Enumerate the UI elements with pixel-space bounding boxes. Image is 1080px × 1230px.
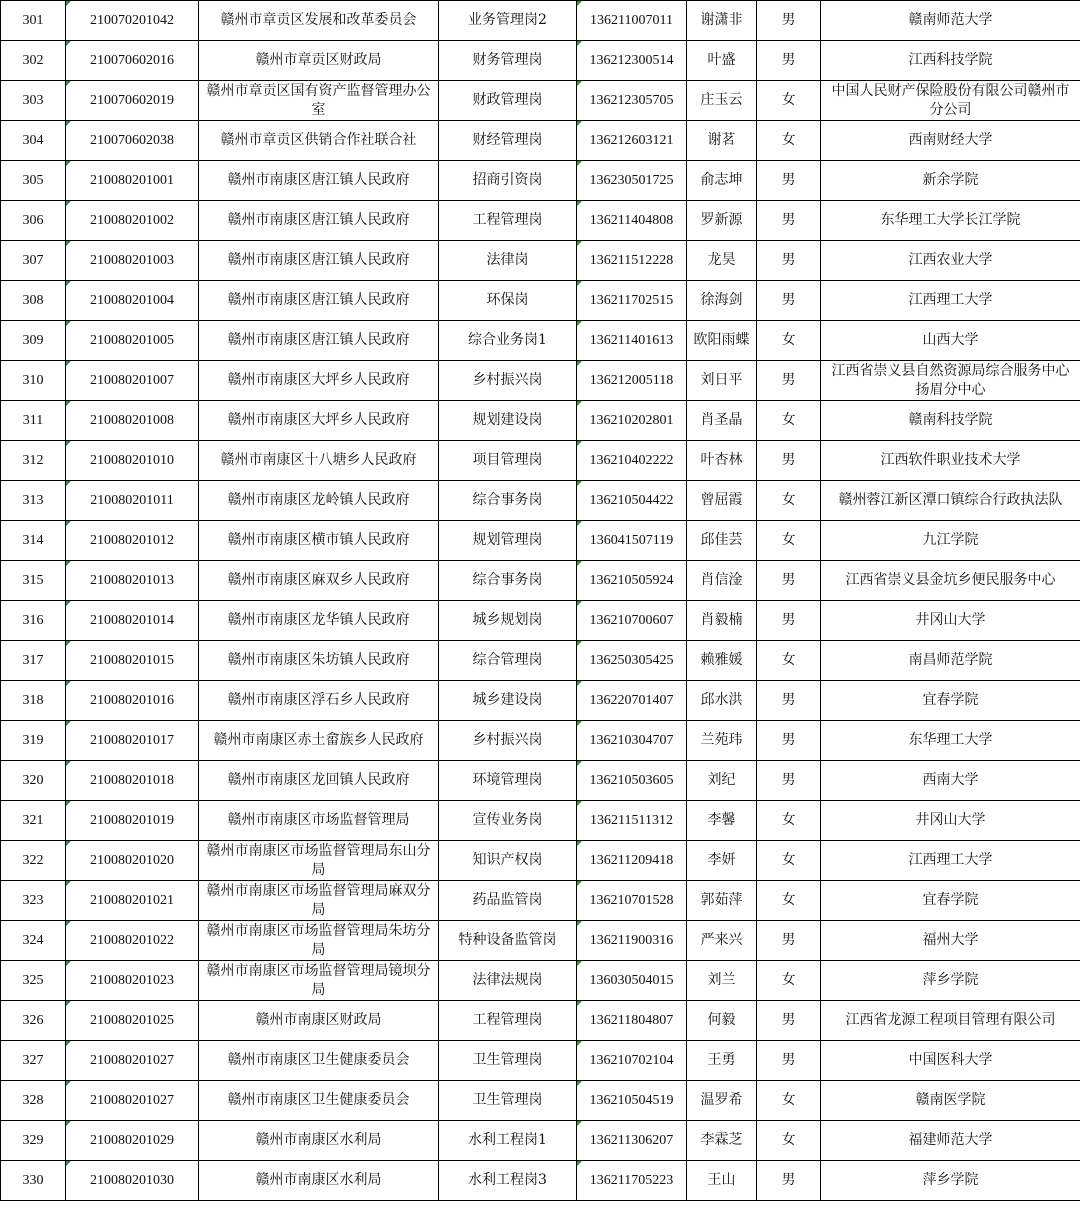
table-row (1, 681, 1080, 721)
cell-gender: 男 (757, 161, 821, 201)
cell-post-code: 210070201042 (66, 1, 199, 41)
table-row (1, 721, 1080, 761)
cell-name: 谢潇非 (687, 1, 757, 41)
cell-unit: 赣州市南康区大坪乡人民政府 (199, 361, 439, 401)
cell-seq: 304 (1, 121, 66, 161)
table-row (1, 761, 1080, 801)
cell-name: 李馨 (687, 801, 757, 841)
cell-position: 水利工程岗3 (439, 1161, 577, 1201)
cell-gender: 男 (757, 361, 821, 401)
cell-position: 乡村振兴岗 (439, 361, 577, 401)
cell-school: 萍乡学院 (821, 961, 1080, 1001)
cell-unit: 赣州市南康区市场监督管理局朱坊分局 (199, 921, 439, 961)
cell-position: 财政管理岗 (439, 81, 577, 121)
cell-gender: 女 (757, 321, 821, 361)
cell-exam-no: 136220701407 (577, 681, 687, 721)
cell-school: 西南大学 (821, 761, 1080, 801)
table-row (1, 921, 1080, 961)
cell-gender: 男 (757, 1041, 821, 1081)
cell-gender: 男 (757, 921, 821, 961)
cell-gender: 女 (757, 841, 821, 881)
cell-school: 江西农业大学 (821, 241, 1080, 281)
cell-unit: 赣州市南康区唐江镇人民政府 (199, 161, 439, 201)
table-row (1, 201, 1080, 241)
cell-school: 东华理工大学长江学院 (821, 201, 1080, 241)
table-row (1, 601, 1080, 641)
cell-exam-no: 136250305425 (577, 641, 687, 681)
cell-post-code: 210080201008 (66, 401, 199, 441)
cell-unit: 赣州市章贡区国有资产监督管理办公室 (199, 81, 439, 121)
table-row (1, 321, 1080, 361)
cell-school: 井冈山大学 (821, 801, 1080, 841)
cell-post-code: 210080201018 (66, 761, 199, 801)
cell-name: 曾屈霞 (687, 481, 757, 521)
cell-school: 江西省龙源工程项目管理有限公司 (821, 1001, 1080, 1041)
cell-gender: 女 (757, 881, 821, 921)
table-body (1, 1, 1080, 1201)
table-row (1, 1, 1080, 41)
table-row (1, 121, 1080, 161)
cell-seq: 321 (1, 801, 66, 841)
cell-seq: 317 (1, 641, 66, 681)
table-row (1, 1041, 1080, 1081)
cell-unit: 赣州市章贡区发展和改革委员会 (199, 1, 439, 41)
cell-school: 南昌师范学院 (821, 641, 1080, 681)
cell-gender: 男 (757, 1, 821, 41)
cell-seq: 315 (1, 561, 66, 601)
cell-seq: 324 (1, 921, 66, 961)
cell-position: 规划建设岗 (439, 401, 577, 441)
cell-unit: 赣州市章贡区供销合作社联合社 (199, 121, 439, 161)
cell-exam-no: 136211007011 (577, 1, 687, 41)
table-row (1, 801, 1080, 841)
cell-position: 工程管理岗 (439, 201, 577, 241)
cell-exam-no: 136211804807 (577, 1001, 687, 1041)
cell-exam-no: 136211404808 (577, 201, 687, 241)
cell-post-code: 210080201021 (66, 881, 199, 921)
cell-position: 环境管理岗 (439, 761, 577, 801)
cell-gender: 男 (757, 561, 821, 601)
cell-position: 乡村振兴岗 (439, 721, 577, 761)
cell-post-code: 210080201023 (66, 961, 199, 1001)
cell-exam-no: 136210504519 (577, 1081, 687, 1121)
table-row (1, 561, 1080, 601)
cell-gender: 女 (757, 1081, 821, 1121)
cell-seq: 320 (1, 761, 66, 801)
cell-gender: 女 (757, 961, 821, 1001)
cell-gender: 男 (757, 441, 821, 481)
cell-seq: 329 (1, 1121, 66, 1161)
cell-seq: 301 (1, 1, 66, 41)
cell-position: 城乡规划岗 (439, 601, 577, 641)
cell-post-code: 210080201014 (66, 601, 199, 641)
cell-exam-no: 136210701528 (577, 881, 687, 921)
cell-exam-no: 136210202801 (577, 401, 687, 441)
cell-name: 郭茹萍 (687, 881, 757, 921)
cell-seq: 313 (1, 481, 66, 521)
cell-gender: 女 (757, 401, 821, 441)
cell-exam-no: 136030504015 (577, 961, 687, 1001)
cell-unit: 赣州市南康区浮石乡人民政府 (199, 681, 439, 721)
cell-unit: 赣州市章贡区财政局 (199, 41, 439, 81)
cell-name: 俞志坤 (687, 161, 757, 201)
cell-exam-no: 136210402222 (577, 441, 687, 481)
cell-school: 井冈山大学 (821, 601, 1080, 641)
cell-post-code: 210070602019 (66, 81, 199, 121)
cell-name: 王山 (687, 1161, 757, 1201)
cell-position: 综合管理岗 (439, 641, 577, 681)
cell-school: 江西软件职业技术大学 (821, 441, 1080, 481)
cell-post-code: 210080201007 (66, 361, 199, 401)
cell-unit: 赣州市南康区大坪乡人民政府 (199, 401, 439, 441)
cell-seq: 330 (1, 1161, 66, 1201)
cell-exam-no: 136211702515 (577, 281, 687, 321)
cell-school: 东华理工大学 (821, 721, 1080, 761)
cell-seq: 312 (1, 441, 66, 481)
cell-seq: 319 (1, 721, 66, 761)
cell-post-code: 210080201027 (66, 1081, 199, 1121)
cell-seq: 307 (1, 241, 66, 281)
cell-school: 萍乡学院 (821, 1161, 1080, 1201)
cell-position: 城乡建设岗 (439, 681, 577, 721)
cell-seq: 327 (1, 1041, 66, 1081)
cell-unit: 赣州市南康区水利局 (199, 1121, 439, 1161)
cell-unit: 赣州市南康区市场监督管理局麻双分局 (199, 881, 439, 921)
cell-exam-no: 136230501725 (577, 161, 687, 201)
cell-gender: 女 (757, 521, 821, 561)
cell-seq: 318 (1, 681, 66, 721)
cell-post-code: 210080201020 (66, 841, 199, 881)
cell-position: 法律法规岗 (439, 961, 577, 1001)
cell-exam-no: 136212305705 (577, 81, 687, 121)
table-row (1, 641, 1080, 681)
cell-school: 福建师范大学 (821, 1121, 1080, 1161)
cell-post-code: 210080201001 (66, 161, 199, 201)
cell-seq: 306 (1, 201, 66, 241)
cell-exam-no: 136211511312 (577, 801, 687, 841)
cell-unit: 赣州市南康区市场监督管理局镜坝分局 (199, 961, 439, 1001)
cell-school: 江西省崇义县金坑乡便民服务中心 (821, 561, 1080, 601)
cell-school: 中国医科大学 (821, 1041, 1080, 1081)
cell-name: 何毅 (687, 1001, 757, 1041)
cell-school: 福州大学 (821, 921, 1080, 961)
table-row (1, 881, 1080, 921)
cell-gender: 女 (757, 121, 821, 161)
cell-exam-no: 136210702104 (577, 1041, 687, 1081)
cell-gender: 女 (757, 481, 821, 521)
cell-position: 卫生管理岗 (439, 1081, 577, 1121)
cell-unit: 赣州市南康区朱坊镇人民政府 (199, 641, 439, 681)
cell-exam-no: 136210504422 (577, 481, 687, 521)
cell-post-code: 210080201022 (66, 921, 199, 961)
cell-gender: 男 (757, 1001, 821, 1041)
cell-position: 综合业务岗1 (439, 321, 577, 361)
cell-seq: 309 (1, 321, 66, 361)
cell-seq: 308 (1, 281, 66, 321)
cell-post-code: 210070602016 (66, 41, 199, 81)
cell-name: 欧阳雨蝶 (687, 321, 757, 361)
cell-name: 温罗希 (687, 1081, 757, 1121)
cell-exam-no: 136211512228 (577, 241, 687, 281)
cell-post-code: 210080201012 (66, 521, 199, 561)
cell-post-code: 210080201017 (66, 721, 199, 761)
cell-gender: 男 (757, 41, 821, 81)
cell-school: 赣州蓉江新区潭口镇综合行政执法队 (821, 481, 1080, 521)
cell-unit: 赣州市南康区龙回镇人民政府 (199, 761, 439, 801)
cell-exam-no: 136210505924 (577, 561, 687, 601)
cell-seq: 325 (1, 961, 66, 1001)
cell-name: 兰苑玮 (687, 721, 757, 761)
cell-gender: 男 (757, 201, 821, 241)
table-row (1, 361, 1080, 401)
cell-seq: 322 (1, 841, 66, 881)
cell-name: 王勇 (687, 1041, 757, 1081)
cell-seq: 328 (1, 1081, 66, 1121)
cell-position: 财经管理岗 (439, 121, 577, 161)
table-row (1, 441, 1080, 481)
table-row (1, 1081, 1080, 1121)
cell-seq: 314 (1, 521, 66, 561)
cell-gender: 女 (757, 641, 821, 681)
cell-unit: 赣州市南康区市场监督管理局东山分局 (199, 841, 439, 881)
cell-school: 宜春学院 (821, 681, 1080, 721)
cell-school: 赣南医学院 (821, 1081, 1080, 1121)
cell-unit: 赣州市南康区唐江镇人民政府 (199, 321, 439, 361)
cell-post-code: 210080201030 (66, 1161, 199, 1201)
cell-exam-no: 136210304707 (577, 721, 687, 761)
cell-position: 法律岗 (439, 241, 577, 281)
cell-post-code: 210080201010 (66, 441, 199, 481)
cell-gender: 男 (757, 241, 821, 281)
cell-name: 叶杏林 (687, 441, 757, 481)
cell-unit: 赣州市南康区卫生健康委员会 (199, 1081, 439, 1121)
cell-position: 工程管理岗 (439, 1001, 577, 1041)
cell-name: 刘兰 (687, 961, 757, 1001)
cell-name: 徐海剑 (687, 281, 757, 321)
cell-school: 江西科技学院 (821, 41, 1080, 81)
cell-school: 赣南科技学院 (821, 401, 1080, 441)
cell-unit: 赣州市南康区十八塘乡人民政府 (199, 441, 439, 481)
cell-gender: 女 (757, 801, 821, 841)
cell-name: 叶盛 (687, 41, 757, 81)
cell-school: 山西大学 (821, 321, 1080, 361)
cell-post-code: 210080201029 (66, 1121, 199, 1161)
cell-unit: 赣州市南康区赤土畲族乡人民政府 (199, 721, 439, 761)
cell-exam-no: 136211900316 (577, 921, 687, 961)
cell-school: 宜春学院 (821, 881, 1080, 921)
table-row (1, 1161, 1080, 1201)
cell-unit: 赣州市南康区财政局 (199, 1001, 439, 1041)
cell-school: 江西省崇义县自然资源局综合服务中心扬眉分中心 (821, 361, 1080, 401)
cell-position: 综合事务岗 (439, 481, 577, 521)
cell-seq: 310 (1, 361, 66, 401)
table-row (1, 241, 1080, 281)
cell-name: 李霖芝 (687, 1121, 757, 1161)
cell-school: 江西理工大学 (821, 281, 1080, 321)
cell-gender: 男 (757, 601, 821, 641)
cell-unit: 赣州市南康区唐江镇人民政府 (199, 281, 439, 321)
cell-seq: 302 (1, 41, 66, 81)
cell-exam-no: 136211705223 (577, 1161, 687, 1201)
cell-unit: 赣州市南康区横市镇人民政府 (199, 521, 439, 561)
cell-position: 项目管理岗 (439, 441, 577, 481)
cell-school: 新余学院 (821, 161, 1080, 201)
cell-name: 肖毅楠 (687, 601, 757, 641)
cell-unit: 赣州市南康区唐江镇人民政府 (199, 201, 439, 241)
cell-school: 江西理工大学 (821, 841, 1080, 881)
cell-name: 罗新源 (687, 201, 757, 241)
cell-position: 知识产权岗 (439, 841, 577, 881)
cell-exam-no: 136211306207 (577, 1121, 687, 1161)
cell-seq: 305 (1, 161, 66, 201)
table-row (1, 81, 1080, 121)
cell-school: 中国人民财产保险股份有限公司赣州市分公司 (821, 81, 1080, 121)
cell-name: 龙昊 (687, 241, 757, 281)
cell-post-code: 210080201027 (66, 1041, 199, 1081)
cell-school: 九江学院 (821, 521, 1080, 561)
cell-gender: 男 (757, 721, 821, 761)
cell-school: 西南财经大学 (821, 121, 1080, 161)
cell-post-code: 210080201003 (66, 241, 199, 281)
cell-name: 刘纪 (687, 761, 757, 801)
cell-position: 综合事务岗 (439, 561, 577, 601)
table-row (1, 1121, 1080, 1161)
cell-gender: 男 (757, 681, 821, 721)
table-row (1, 961, 1080, 1001)
cell-exam-no: 136212005118 (577, 361, 687, 401)
table-row (1, 1001, 1080, 1041)
cell-post-code: 210080201015 (66, 641, 199, 681)
cell-position: 财务管理岗 (439, 41, 577, 81)
cell-exam-no: 136041507119 (577, 521, 687, 561)
cell-name: 严来兴 (687, 921, 757, 961)
cell-post-code: 210080201025 (66, 1001, 199, 1041)
cell-gender: 男 (757, 281, 821, 321)
cell-seq: 326 (1, 1001, 66, 1041)
cell-post-code: 210080201013 (66, 561, 199, 601)
table-row (1, 41, 1080, 81)
cell-school: 赣南师范大学 (821, 1, 1080, 41)
cell-name: 赖雅媛 (687, 641, 757, 681)
cell-exam-no: 136211209418 (577, 841, 687, 881)
cell-position: 水利工程岗1 (439, 1121, 577, 1161)
cell-name: 邱水洪 (687, 681, 757, 721)
cell-post-code: 210080201019 (66, 801, 199, 841)
table-row (1, 161, 1080, 201)
cell-seq: 303 (1, 81, 66, 121)
cell-exam-no: 136212300514 (577, 41, 687, 81)
cell-unit: 赣州市南康区卫生健康委员会 (199, 1041, 439, 1081)
cell-position: 卫生管理岗 (439, 1041, 577, 1081)
cell-unit: 赣州市南康区唐江镇人民政府 (199, 241, 439, 281)
cell-position: 环保岗 (439, 281, 577, 321)
cell-gender: 男 (757, 761, 821, 801)
table-row (1, 281, 1080, 321)
cell-position: 药品监管岗 (439, 881, 577, 921)
cell-exam-no: 136211401613 (577, 321, 687, 361)
cell-post-code: 210080201005 (66, 321, 199, 361)
cell-name: 邱佳芸 (687, 521, 757, 561)
table-row (1, 401, 1080, 441)
table-row (1, 481, 1080, 521)
table-row (1, 841, 1080, 881)
cell-seq: 316 (1, 601, 66, 641)
cell-name: 李妍 (687, 841, 757, 881)
cell-position: 特种设备监管岗 (439, 921, 577, 961)
cell-seq: 311 (1, 401, 66, 441)
cell-seq: 323 (1, 881, 66, 921)
cell-post-code: 210070602038 (66, 121, 199, 161)
cell-name: 庄玉云 (687, 81, 757, 121)
cell-name: 肖信淦 (687, 561, 757, 601)
cell-post-code: 210080201002 (66, 201, 199, 241)
table-row (1, 521, 1080, 561)
cell-unit: 赣州市南康区龙岭镇人民政府 (199, 481, 439, 521)
cell-unit: 赣州市南康区市场监督管理局 (199, 801, 439, 841)
cell-name: 刘日平 (687, 361, 757, 401)
cell-exam-no: 136210503605 (577, 761, 687, 801)
cell-gender: 女 (757, 1121, 821, 1161)
cell-post-code: 210080201011 (66, 481, 199, 521)
cell-gender: 女 (757, 81, 821, 121)
cell-position: 业务管理岗2 (439, 1, 577, 41)
cell-unit: 赣州市南康区龙华镇人民政府 (199, 601, 439, 641)
cell-post-code: 210080201016 (66, 681, 199, 721)
cell-post-code: 210080201004 (66, 281, 199, 321)
cell-unit: 赣州市南康区麻双乡人民政府 (199, 561, 439, 601)
cell-position: 规划管理岗 (439, 521, 577, 561)
cell-exam-no: 136212603121 (577, 121, 687, 161)
cell-unit: 赣州市南康区水利局 (199, 1161, 439, 1201)
cell-name: 谢茗 (687, 121, 757, 161)
cell-exam-no: 136210700607 (577, 601, 687, 641)
cell-gender: 男 (757, 1161, 821, 1201)
cell-position: 宣传业务岗 (439, 801, 577, 841)
cell-position: 招商引资岗 (439, 161, 577, 201)
cell-name: 肖圣晶 (687, 401, 757, 441)
